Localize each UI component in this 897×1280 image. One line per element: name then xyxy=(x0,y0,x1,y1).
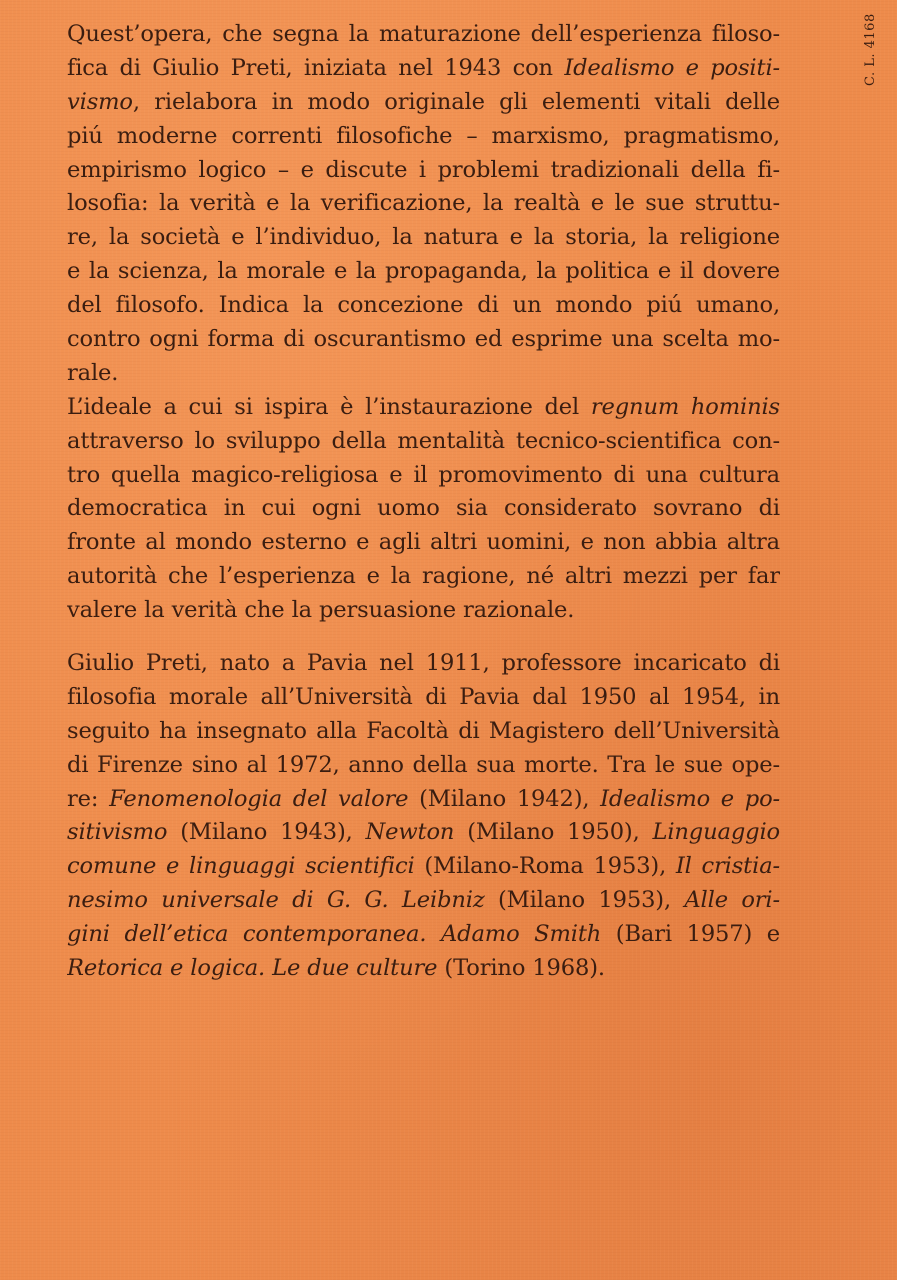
author-biography xyxy=(67,647,780,986)
text-segment: (Milano 1942), xyxy=(408,785,601,812)
text-segment: re: xyxy=(67,785,110,812)
summary-line xyxy=(67,425,780,459)
bio-line xyxy=(67,749,780,783)
text-segment: filosofia morale all’Università di Pavia dal 1950 al 1954, in xyxy=(67,683,780,710)
text-segment: re, la società e l’individuo, la natura e la storia, la religione xyxy=(67,224,780,251)
summary-line xyxy=(67,560,780,594)
text-segment: Quest’opera, che segna la maturazione dell’esperienza filoso- xyxy=(67,21,780,47)
text-segment: Alle ori- xyxy=(684,887,780,914)
summary-line xyxy=(67,18,780,52)
text-segment: (Milano 1950), xyxy=(454,819,653,846)
summary-line xyxy=(67,289,780,323)
text-segment: di Firenze sino al 1972, anno della sua morte. Tra le sue ope- xyxy=(67,751,780,778)
text-segment: gini dell’etica contemporanea. Adamo Smith xyxy=(67,921,602,948)
bio-line xyxy=(67,918,780,952)
bio-line xyxy=(67,783,780,817)
summary-line xyxy=(67,492,780,526)
summary-paragraph xyxy=(67,18,780,628)
summary-line xyxy=(67,594,780,628)
text-segment: Retorica e logica. Le due culture xyxy=(67,955,438,982)
text-segment: losofia: la verità e la verificazione, la realtà e le sue struttu- xyxy=(67,190,780,217)
summary-line xyxy=(67,120,780,154)
text-segment: nesimo universale di G. G. Leibniz xyxy=(67,887,485,914)
text-segment: vismo xyxy=(67,88,133,115)
bio-line xyxy=(67,715,780,749)
text-segment: fica di Giulio Preti, iniziata nel 1943 con xyxy=(67,54,565,81)
bio-line xyxy=(67,681,780,715)
text-segment: Giulio Preti, nato a Pavia nel 1911, professore incaricato di xyxy=(67,650,780,676)
text-segment: Il cristia- xyxy=(675,853,780,880)
text-segment: sitivismo xyxy=(67,819,168,846)
summary-line xyxy=(67,323,780,357)
text-segment: fronte al mondo esterno e agli altri uomini, e non abbia altra xyxy=(67,529,780,556)
text-segment: Fenomenologia del valore xyxy=(109,785,409,812)
text-segment: valere la verità che la persuasione razionale. xyxy=(67,597,575,624)
text-segment: (Milano 1943), xyxy=(167,819,366,846)
text-segment: Newton xyxy=(365,819,455,846)
text-segment: contro ogni forma di oscurantismo ed esprime una scelta mo- xyxy=(67,326,780,353)
text-segment: del filosofo. Indica la concezione di un mondo piú umano, xyxy=(67,292,780,319)
summary-line xyxy=(67,86,780,120)
summary-line xyxy=(67,526,780,560)
text-segment: Idealismo e positi- xyxy=(564,54,780,81)
summary-line xyxy=(67,154,780,188)
text-segment: autorità che l’esperienza e la ragione, né altri mezzi per far xyxy=(67,563,780,590)
text-segment: democratica in cui ogni uomo sia considerato sovrano di xyxy=(67,495,780,522)
text-segment: , rielabora in modo originale gli elementi vitali delle xyxy=(132,88,780,115)
text-segment: e la scienza, la morale e la propaganda, la politica e il dovere xyxy=(67,258,780,285)
text-segment: (Torino 1968). xyxy=(437,955,605,982)
text-segment: empirismo logico – e discute i problemi tradizionali della fi- xyxy=(67,156,780,183)
bio-line xyxy=(67,647,780,681)
text-segment: attraverso lo sviluppo della mentalità tecnico-scientifica con- xyxy=(67,427,780,454)
text-segment: piú moderne correnti filosofiche – marxismo, pragmatismo, xyxy=(67,122,780,149)
text-segment: L’ideale a cui si ispira è l’instaurazione del xyxy=(67,393,591,420)
text-segment: (Bari 1957) e xyxy=(601,921,780,948)
text-segment: comune e linguaggi scientifici xyxy=(67,853,415,880)
summary-line xyxy=(67,391,780,425)
summary-line xyxy=(67,255,780,289)
summary-line xyxy=(67,221,780,255)
text-segment: (Milano 1953), xyxy=(484,887,685,914)
text-segment: (Milano-Roma 1953), xyxy=(414,853,676,880)
bio-line xyxy=(67,816,780,850)
catalog-code: C. L. 4168 xyxy=(863,13,878,86)
text-segment: regnum hominis xyxy=(590,393,780,420)
summary-line xyxy=(67,357,780,391)
summary-line xyxy=(67,52,780,86)
text-segment: seguito ha insegnato alla Facoltà di Magistero dell’Università xyxy=(67,717,780,744)
bio-line xyxy=(67,850,780,884)
bio-line xyxy=(67,884,780,918)
text-segment: Linguaggio xyxy=(652,819,780,846)
bio-paragraph xyxy=(67,647,780,986)
text-segment: rale. xyxy=(67,359,119,386)
summary-line xyxy=(67,459,780,493)
summary-line xyxy=(67,187,780,221)
book-summary xyxy=(67,18,780,628)
text-segment: Idealismo e po- xyxy=(600,785,780,812)
bio-line xyxy=(67,952,780,986)
text-segment: tro quella magico-religiosa e il promovimento di una cultura xyxy=(67,461,780,488)
